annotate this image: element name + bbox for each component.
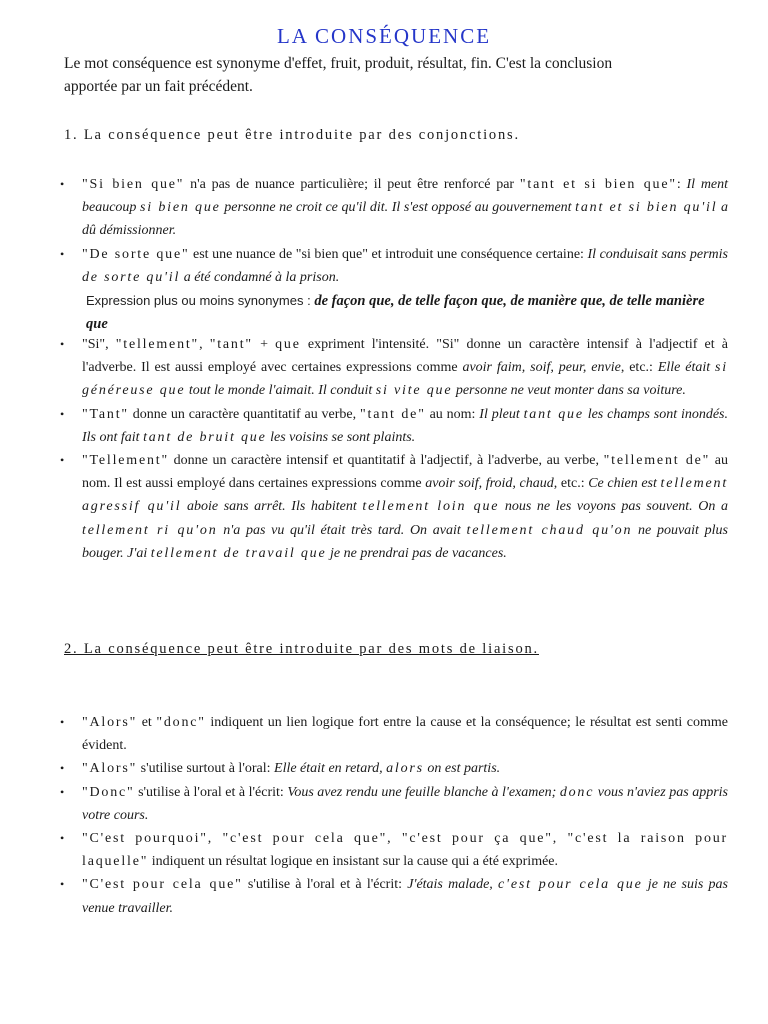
list-item: • "C'est pour cela que" s'utilise à l'oral et à l'écrit: J'étais malade, c'est pour cela que je ne suis pas venue travailler.: [60, 873, 728, 919]
intro-line-1: Le mot conséquence est synonyme d'effet, fruit, produit, résultat, fin. C'est la conclusion: [64, 55, 613, 72]
bullet-icon: •: [60, 453, 65, 468]
list-item: • "Tellement" donne un caractère intensif et quantitatif à l'adjectif, à l'adverbe, au verbe, "tellement de" au nom. Il est aussi employé dans certaines expressions comme avoir soif, froid, chaud, etc.: Ce chien est tellement agressif qu'il aboie sans arrêt. Ils habitent tellement loin que nous ne les voyons pas souvent. On a tellement ri qu'on n'a pas vu qu'il était très tard. On avait tellement chaud qu'on ne pouvait plus bouger. J'ai tellement de travail que je ne prendrai pas de vacances.: [60, 449, 728, 565]
list-item: • "Si bien que" n'a pas de nuance particulière; il peut être renforcé par "tant et si bien que": Il ment beaucoup si bien que personne ne croit ce qu'il dit. Il s'est opposé au gouvernement tant et si bien qu'il a dû démissionner.: [60, 173, 728, 243]
synonym-expressions: Expression plus ou moins synonymes : de façon que, de telle façon que, de manière que, de telle manière que: [86, 293, 705, 332]
bullet-icon: •: [60, 715, 65, 729]
list-item: • "Alors" s'utilise surtout à l'oral: Elle était en retard, alors on est partis.: [60, 757, 728, 780]
section-1-heading: 1. La conséquence peut être introduite par des conjonctions.: [64, 127, 520, 143]
page-title: LA CONSÉQUENCE: [276, 24, 492, 48]
bullet-icon: •: [60, 337, 65, 351]
list-item: • "C'est pourquoi", "c'est pour cela que", "c'est pour ça que", "c'est la raison pour laquelle" indiquent un résultat logique en insistant sur la cause qui a été exprimée.: [60, 827, 728, 873]
intro-line-2: apportée par un fait précédent.: [64, 78, 253, 95]
bullet-icon: •: [60, 761, 65, 776]
section-1-list-b: [60, 333, 728, 565]
section-1-list-a: [60, 173, 728, 289]
list-item: • "De sorte que" est une nuance de "si bien que" et introduit une conséquence certaine: Il conduisait sans permis de sorte qu'il a été condamné à la prison.: [60, 243, 728, 289]
section-2-list: [60, 711, 728, 920]
list-item: • "Si", "tellement", "tant" + que expriment l'intensité. "Si" donne un caractère intensif à l'adjectif et à l'adverbe. Il est aussi employé avec certaines expressions comme avoir faim, soif, peur, envie, etc.: Elle était si généreuse que tout le monde l'aimait. Il conduit si vite que personne ne veut monter dans sa voiture.: [60, 333, 728, 403]
list-item: • "Alors" et "donc" indiquent un lien logique fort entre la cause et la conséquence; le résultat est senti comme évident.: [60, 711, 728, 757]
bullet-icon: •: [60, 784, 65, 799]
bullet-icon: •: [60, 406, 65, 421]
intro-paragraph: [64, 52, 704, 98]
bullet-icon: •: [60, 877, 65, 892]
list-item: • "Tant" donne un caractère quantitatif au verbe, "tant de" au nom: Il pleut tant que les champs sont inondés. Ils ont fait tant de bruit que les voisins se sont plaints.: [60, 403, 728, 449]
bullet-icon: •: [60, 246, 65, 261]
bullet-icon: •: [60, 831, 65, 846]
list-item: • "Donc" s'utilise à l'oral et à l'écrit: Vous avez rendu une feuille blanche à l'examen; donc vous n'aviez pas appris votre cours.: [60, 781, 728, 827]
bullet-icon: •: [60, 177, 65, 191]
section-2-heading: 2. La conséquence peut être introduite par des mots de liaison.: [64, 641, 539, 657]
